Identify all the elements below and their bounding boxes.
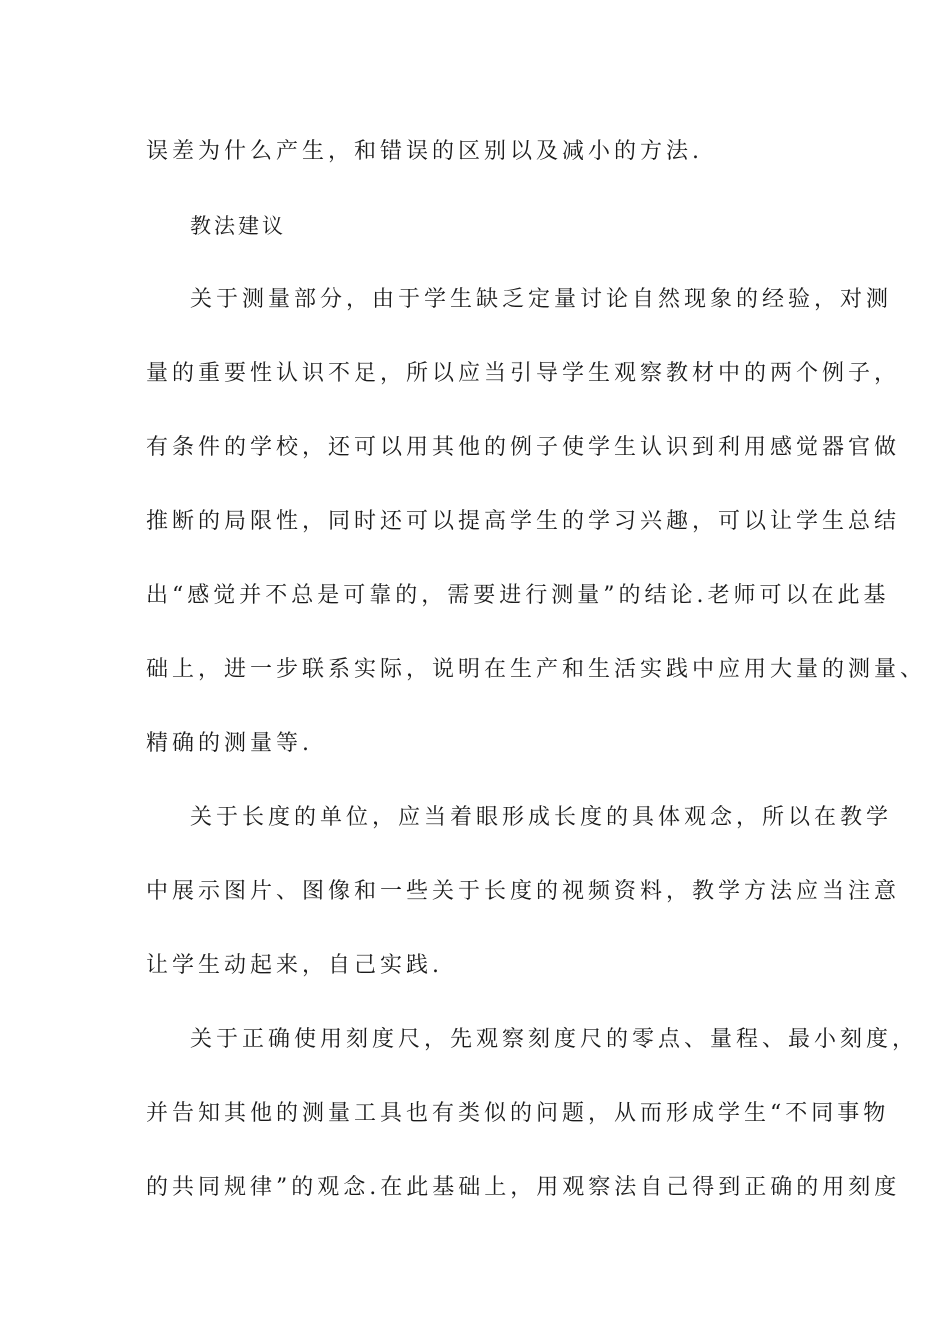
text-line: 误差为什么产生，和错误的区别以及减小的方法.: [146, 139, 703, 164]
text-line: 础上，进一步联系实际，说明在生产和生活实践中应用大量的测量、: [146, 657, 927, 682]
text-line: 出“感觉并不总是可靠的，需要进行测量”的结论.老师可以在此基: [146, 583, 890, 608]
paragraph-first-line: 关于正确使用刻度尺，先观察刻度尺的零点、量程、最小刻度，: [190, 1027, 919, 1052]
paragraph-first-line: 关于长度的单位，应当着眼形成长度的具体观念，所以在教学: [190, 805, 893, 830]
text-line: 并告知其他的测量工具也有类似的问题，从而形成学生“不同事物: [146, 1101, 890, 1126]
document-body: [146, 126, 927, 1236]
text-line: 中展示图片、图像和一些关于长度的视频资料，教学方法应当注意: [146, 879, 901, 904]
text-line: 的共同规律”的观念.在此基础上，用观察法自己得到正确的用刻度: [146, 1175, 901, 1200]
section-heading: 教法建议: [190, 214, 286, 238]
text-line: 让学生动起来，自己实践.: [146, 953, 443, 978]
text-line: 精确的测量等.: [146, 731, 313, 756]
text-line: 有条件的学校，还可以用其他的例子使学生认识到利用感觉器官做: [146, 435, 901, 460]
text-line: 推断的局限性，同时还可以提高学生的学习兴趣，可以让学生总结: [146, 509, 901, 534]
paragraph-first-line: 关于测量部分，由于学生缺乏定量讨论自然现象的经验，对测: [190, 287, 893, 312]
text-line: 量的重要性认识不足，所以应当引导学生观察教材中的两个例子，: [146, 361, 901, 386]
